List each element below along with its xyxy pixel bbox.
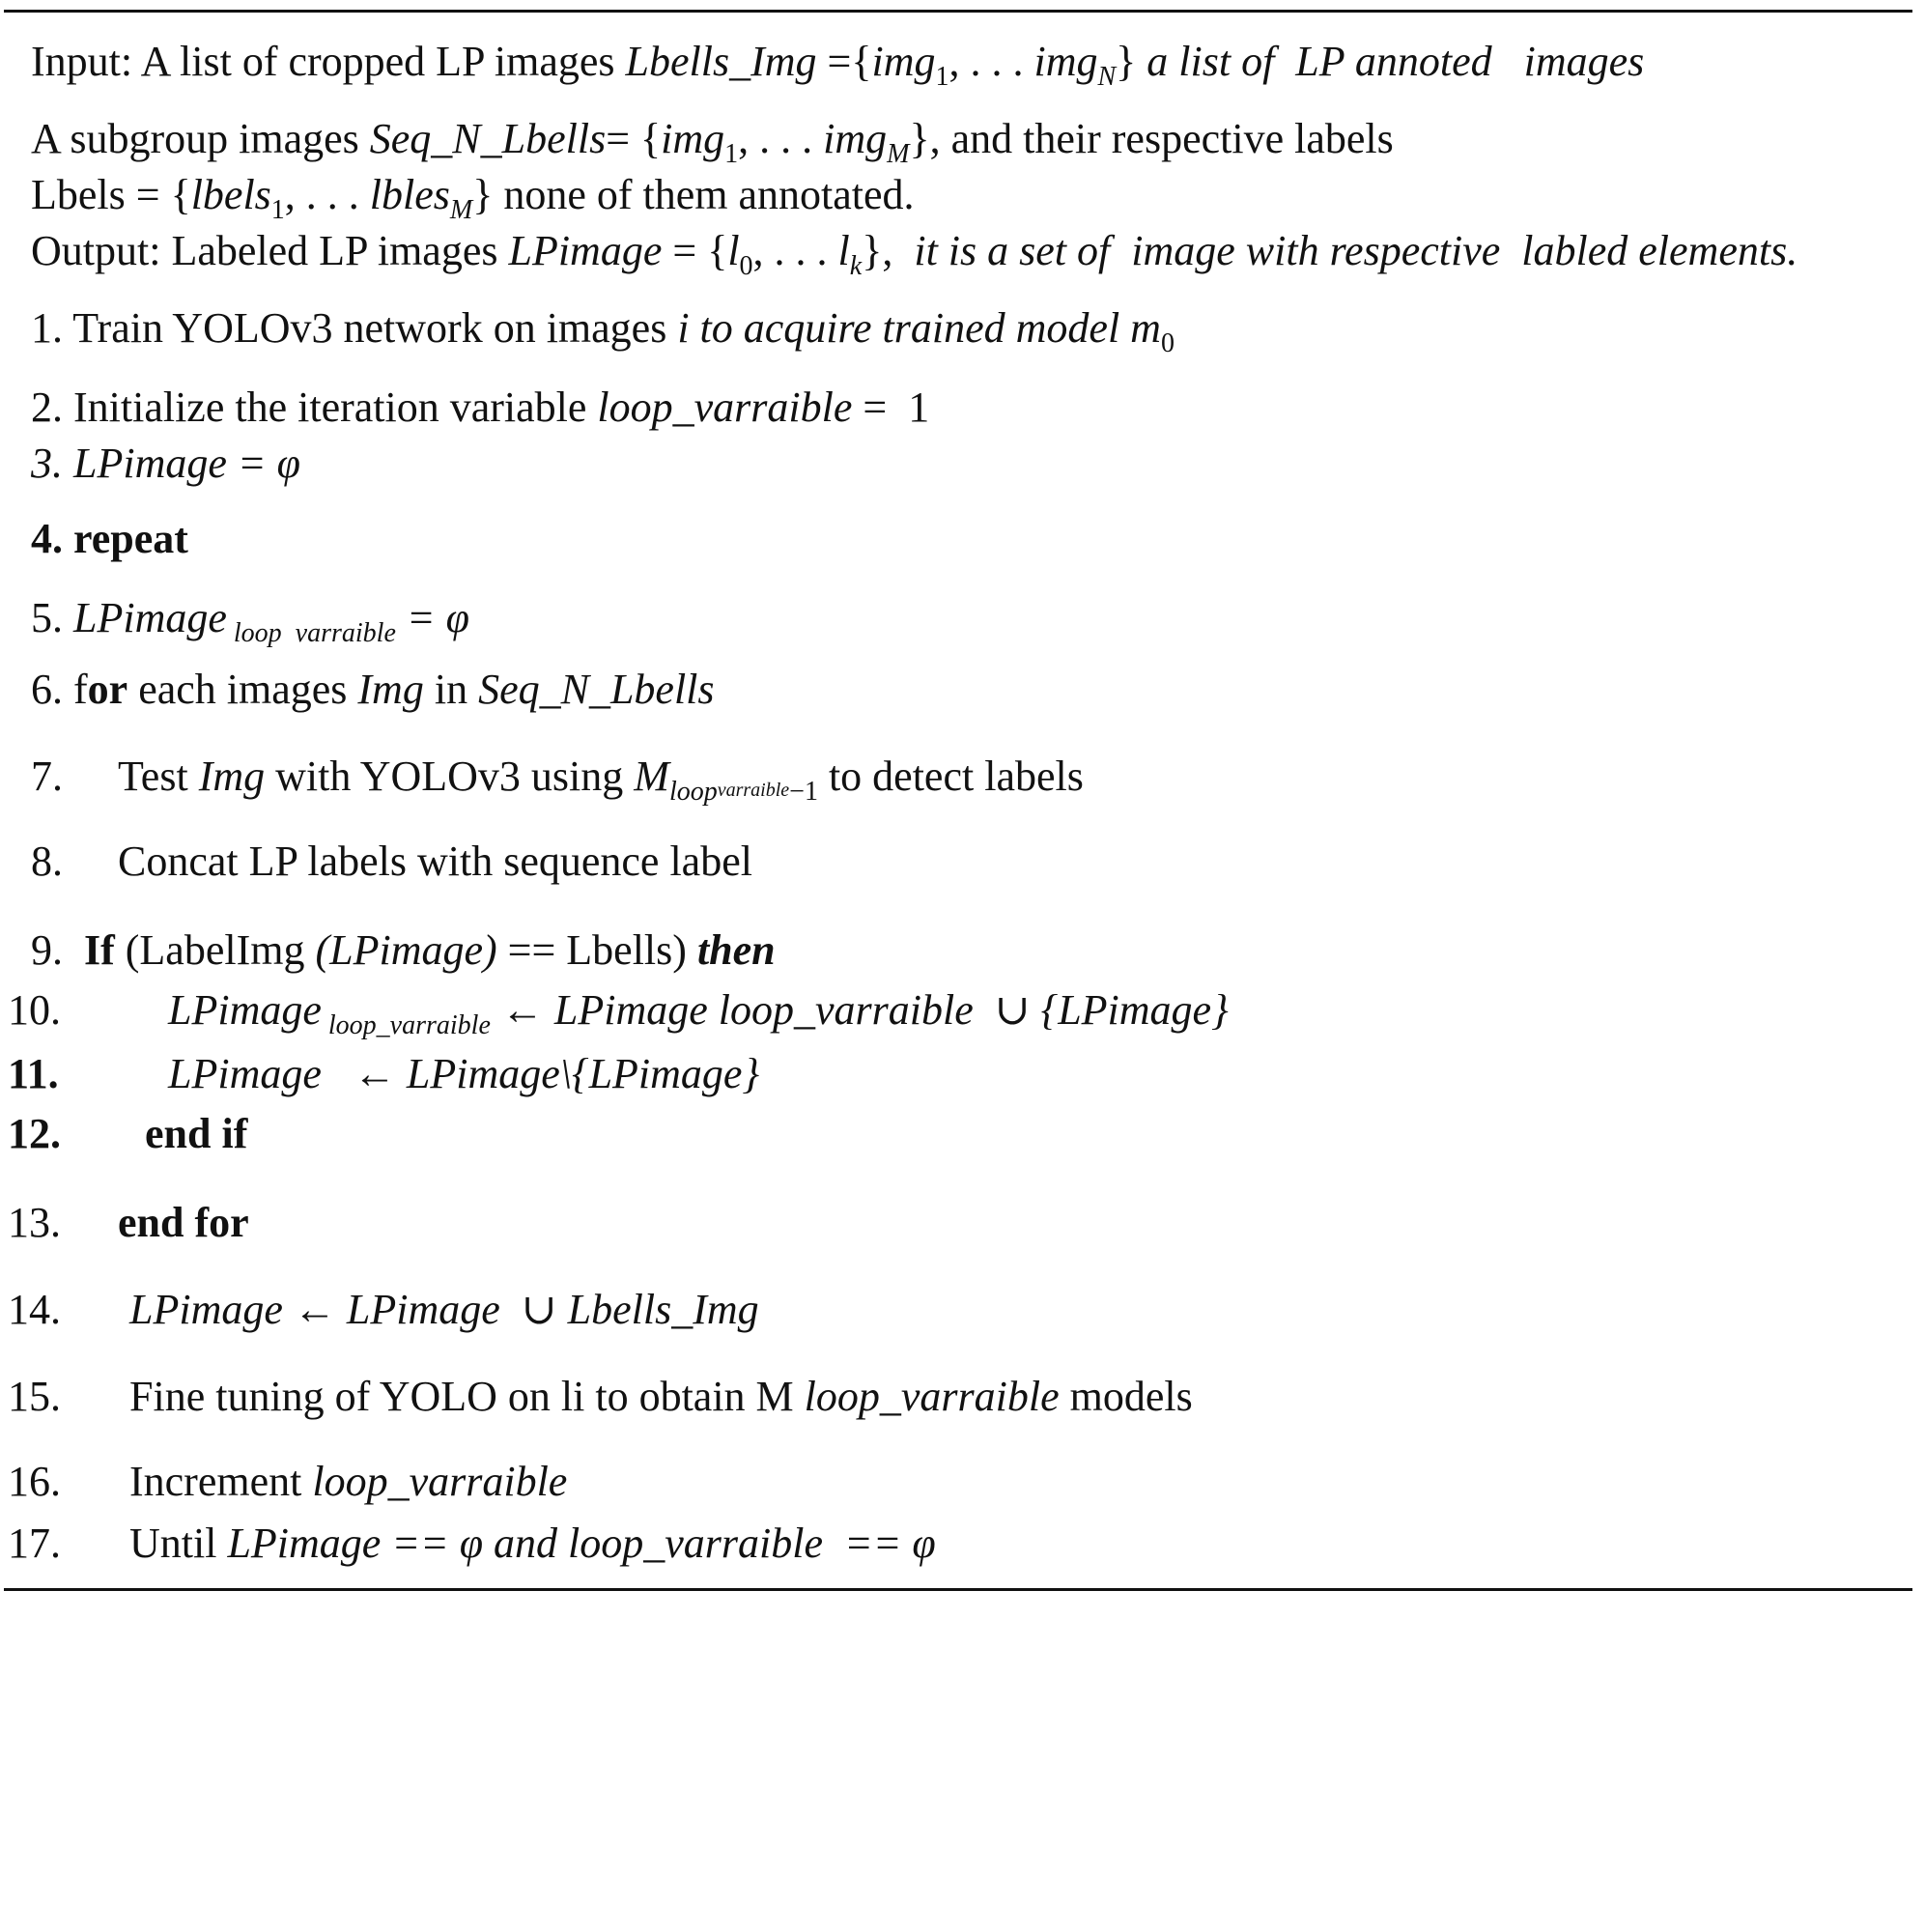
step-number: 13. [8, 1199, 61, 1246]
subscript: 1 [270, 195, 285, 225]
input-label: Input: A list of cropped LP images [31, 38, 626, 85]
step-number: 9. [31, 926, 84, 974]
math-symbol: LPimage [168, 986, 322, 1034]
subscript: −1 [789, 777, 818, 807]
math-symbol: l [727, 227, 740, 274]
step-text: 6. f [31, 666, 88, 713]
text-segment: }, and their respective labels [909, 115, 1394, 162]
step-text: 2. Initialize the iteration variable [31, 384, 598, 431]
step-text: (LabelImg [114, 926, 316, 974]
step-number: 14. [8, 1286, 61, 1333]
subgroup-set-name: Seq_N_Lbells [369, 115, 607, 162]
output-line [31, 227, 1798, 281]
subscript: 0 [1160, 328, 1175, 358]
text-segment: , . . . [948, 38, 1034, 85]
math-symbol: LPimage [73, 594, 227, 641]
step-number: 11. [8, 1050, 59, 1097]
keyword: end if [145, 1110, 248, 1157]
subscript: loop [668, 777, 718, 807]
step-text: LPimage == φ and loop_varraible == φ [227, 1520, 936, 1567]
math-symbol: img [661, 115, 725, 162]
step-text: in [423, 666, 479, 713]
math-symbol: loop_varraible [804, 1373, 1060, 1420]
text-segment: } none of them annotated. [472, 171, 915, 218]
text-segment: , . . . [738, 115, 824, 162]
step-text: Fine tuning of YOLO on li to obtain M [129, 1373, 805, 1420]
math-symbol: lbels [190, 171, 271, 218]
top-rule [4, 10, 1912, 13]
math-symbol: LPimage [508, 227, 663, 274]
step-number: 10. [8, 986, 61, 1034]
step-text: i to acquire trained model m [677, 304, 1161, 352]
step-number: 7. [31, 753, 63, 800]
step-text: 1. Train YOLOv3 network on images [31, 304, 678, 352]
input-line [31, 38, 1645, 92]
step-text: LPimage ← LPimage ∪ Lbells_Img [129, 1286, 759, 1333]
step-text: 4. repeat [31, 515, 188, 562]
step-number: 16. [8, 1458, 61, 1505]
math-symbol: M [634, 753, 669, 800]
step-number: 12. [8, 1110, 61, 1157]
step-text: Until [129, 1520, 228, 1567]
subscript: M [887, 139, 910, 169]
math-symbol: img [1033, 38, 1098, 85]
step-1 [31, 304, 1175, 358]
step-text: with YOLOv3 using [265, 753, 635, 800]
step-number: 17. [8, 1520, 61, 1567]
text-segment: Lbels = { [31, 171, 191, 218]
text-segment: } [1116, 38, 1147, 85]
step-3 [31, 442, 300, 485]
step-6 [31, 668, 715, 711]
math-symbol: l [837, 227, 850, 274]
subscript: 1 [935, 62, 949, 92]
math-symbol: loop_varraible [312, 1458, 568, 1505]
input-set-name: Lbells_Img [625, 38, 828, 85]
step-text: Increment [129, 1458, 313, 1505]
step-text: = 1 [852, 384, 930, 431]
step-text: Test [118, 753, 199, 800]
step-number: 15. [8, 1373, 61, 1420]
math-symbol: Img [198, 753, 266, 800]
step-text: 3. LPimage = φ [31, 440, 300, 487]
step-number: 8. [31, 838, 63, 885]
step-text: = φ [395, 594, 469, 641]
step-number: 5. [31, 594, 73, 641]
text-segment: A subgroup images [31, 115, 370, 162]
text-segment: }, [862, 227, 915, 274]
subscript: loop_varraible [321, 1010, 491, 1040]
math-symbol: Img [357, 666, 424, 713]
step-2 [31, 386, 929, 429]
subscript: loop varraible [226, 618, 396, 648]
keyword: then [696, 926, 776, 974]
subscript: varraible [717, 780, 790, 801]
text-segment: , . . . [752, 227, 838, 274]
text-segment: = { [662, 227, 728, 274]
text-segment: ={ [827, 38, 872, 85]
output-label: Output: Labeled LP images [31, 227, 509, 274]
math-symbol: (LPimage) [315, 926, 497, 974]
step-text: Concat LP labels with sequence label [118, 838, 752, 885]
math-symbol: Seq_N_Lbells [478, 666, 715, 713]
step-text: == Lbells) [496, 926, 697, 974]
input-description: a list of LP annoted images [1147, 38, 1645, 85]
keyword: If [84, 926, 115, 974]
math-symbol: img [823, 115, 888, 162]
step-text: LPimage ← LPimage\{LPimage} [168, 1050, 760, 1097]
step-text: to detect labels [817, 753, 1084, 800]
labels-line [31, 171, 915, 225]
text-segment: = { [606, 115, 662, 162]
text-segment: , . . . [284, 171, 370, 218]
output-description: it is a set of image with respective labled elements. [914, 227, 1798, 274]
step-5 [31, 594, 469, 648]
subgroup-line [31, 115, 1394, 169]
math-symbol: img [871, 38, 936, 85]
subscript: 1 [724, 139, 739, 169]
subscript: M [449, 195, 473, 225]
step-9 [31, 926, 776, 974]
step-text: models [1059, 1373, 1193, 1420]
keyword: end for [118, 1199, 249, 1246]
step-text: each images [127, 666, 358, 713]
math-symbol: lbles [369, 171, 450, 218]
keyword: or [87, 666, 128, 713]
subscript: k [849, 251, 863, 281]
math-symbol: loop_varraible [597, 384, 853, 431]
step-text: ← LPimage loop_varraible ∪ {LPimage} [490, 986, 1229, 1034]
bottom-rule [4, 1588, 1912, 1591]
subscript: 0 [739, 251, 753, 281]
step-4 [31, 515, 188, 562]
subscript: N [1097, 62, 1117, 92]
